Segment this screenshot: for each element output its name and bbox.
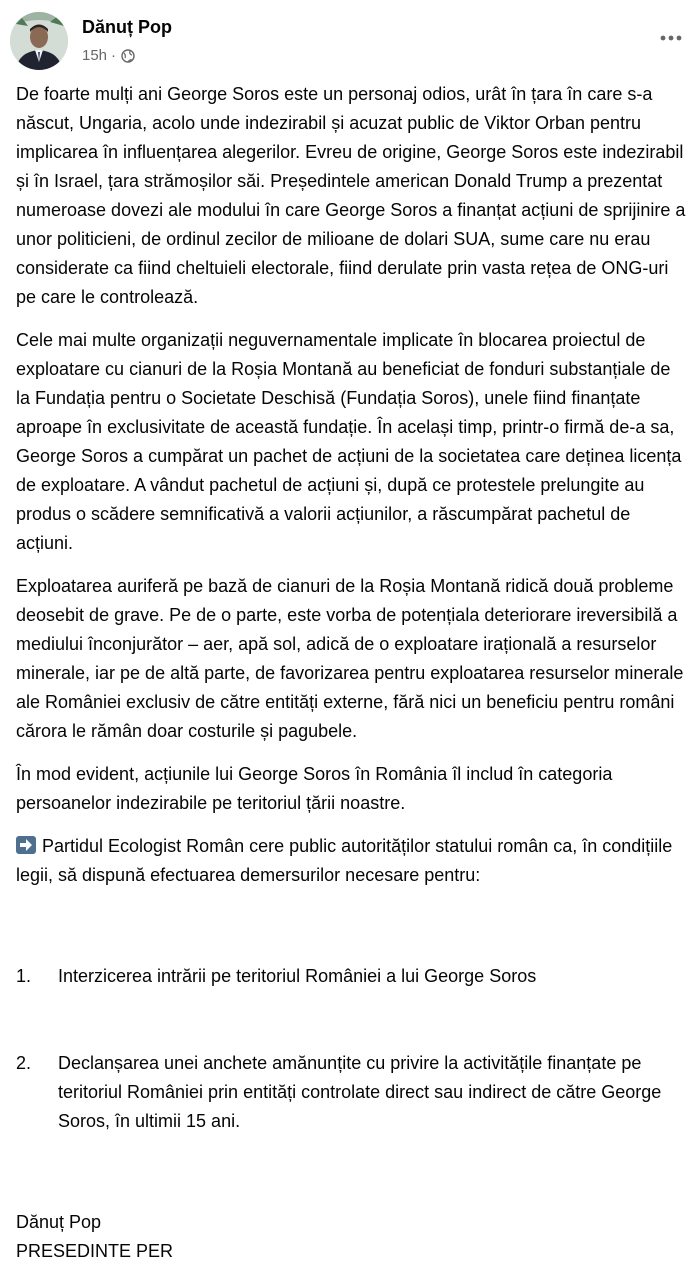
right-arrow-icon: [16, 836, 36, 854]
meta-separator: ·: [111, 47, 117, 64]
post-paragraph: De foarte mulți ani George Soros este un personaj odios, urât în țara în care s-a născut, Ungaria, acolo unde indezirabil și acuzat public de Viktor Orban pentru implicarea în influențarea alegerilor. Evreu de origine, George Soros este indezirabil și în Israel, țara strămoșilor săi. Președintele american Donald Trump a prezentat numeroase dovezi ale modului în care George Soros a finanțat acțiuni de sprijinire a unor politicieni, de ordinul zecilor de milioane de dolari SUA, sume care nu erau considerate ca fiind cheltuieli electorale, fiind derulate prin vasta rețea de ONG-uri pe care le controlează.: [16, 84, 691, 307]
post-paragraph: Cele mai multe organizații neguvernamentale implicate în blocarea proiectul de exploatare cu cianuri de la Roșia Montană au beneficiat de fonduri substanțiale de la Fundația pentru o Societate Deschisă (Fundația Soros), unele fiind finanțate aproape în exclusivitate de această fundație. În același timp, printr-o firmă de-a sa, George Soros a cumpărat un pachet de acțiuni de la societatea care deținea licența de exploatare. A vândut pachetul de acțiuni și, după ce protestele prelungite au produs o scădere semnificativă a valorii acțiunilor, a răscumpărat pachetul de acțiuni.: [16, 330, 687, 553]
demand-list: [16, 904, 686, 1194]
post-meta: [82, 47, 135, 64]
signature-name: Dănuț Pop: [16, 1212, 102, 1232]
post-header: [10, 12, 690, 72]
list-item: [16, 962, 686, 991]
list-item: [16, 1049, 686, 1136]
globe-icon[interactable]: [121, 49, 135, 63]
post-paragraph: În mod evident, acțiunile lui George Soros în România îl includ în categoria persoanelor indezirabile pe teritoriul țării noastre.: [16, 764, 618, 813]
post-content: [16, 80, 691, 1266]
signature-title: PRESEDINTE PER: [16, 1241, 174, 1261]
post-paragraph: Exploatarea auriferă pe bază de cianuri de la Roșia Montană ridică două probleme deosebit de grave. Pe de o parte, este vorba de potențiala deteriorare ireversibilă a mediului înconjurător – aer, apă sol, adică de o exploatare irațională a resurselor minerale, iar pe de altă parte, de favorizarea pentru exploatarea resurselor minerale ale României exclusiv de către entități externe, fără nici un beneficiu pentru români cărora le rămân doar costurile și pagubele.: [16, 576, 689, 741]
post-time[interactable]: 15h: [82, 47, 108, 64]
list-text: Interzicerea intrării pe teritoriul României a lui George Soros: [58, 966, 537, 986]
list-text: Declanșarea unei anchete amănunțite cu privire la activitățile finanțate pe teritoriul României prin entități controlate direct sau indirect de către George Soros, în ultimii 15 ani.: [58, 1053, 662, 1131]
list-number: 1.: [16, 966, 32, 986]
more-options-icon[interactable]: [656, 26, 686, 50]
author-name[interactable]: Dănuț Pop: [82, 17, 172, 37]
list-number: 2.: [16, 1053, 32, 1073]
demand-text: Partidul Ecologist Român cere public autorităților statului român ca, în condițiile legii, să dispună efectuarea demersurilor necesare pentru:: [16, 836, 678, 885]
avatar[interactable]: [10, 12, 68, 70]
demand-paragraph: [16, 832, 686, 890]
